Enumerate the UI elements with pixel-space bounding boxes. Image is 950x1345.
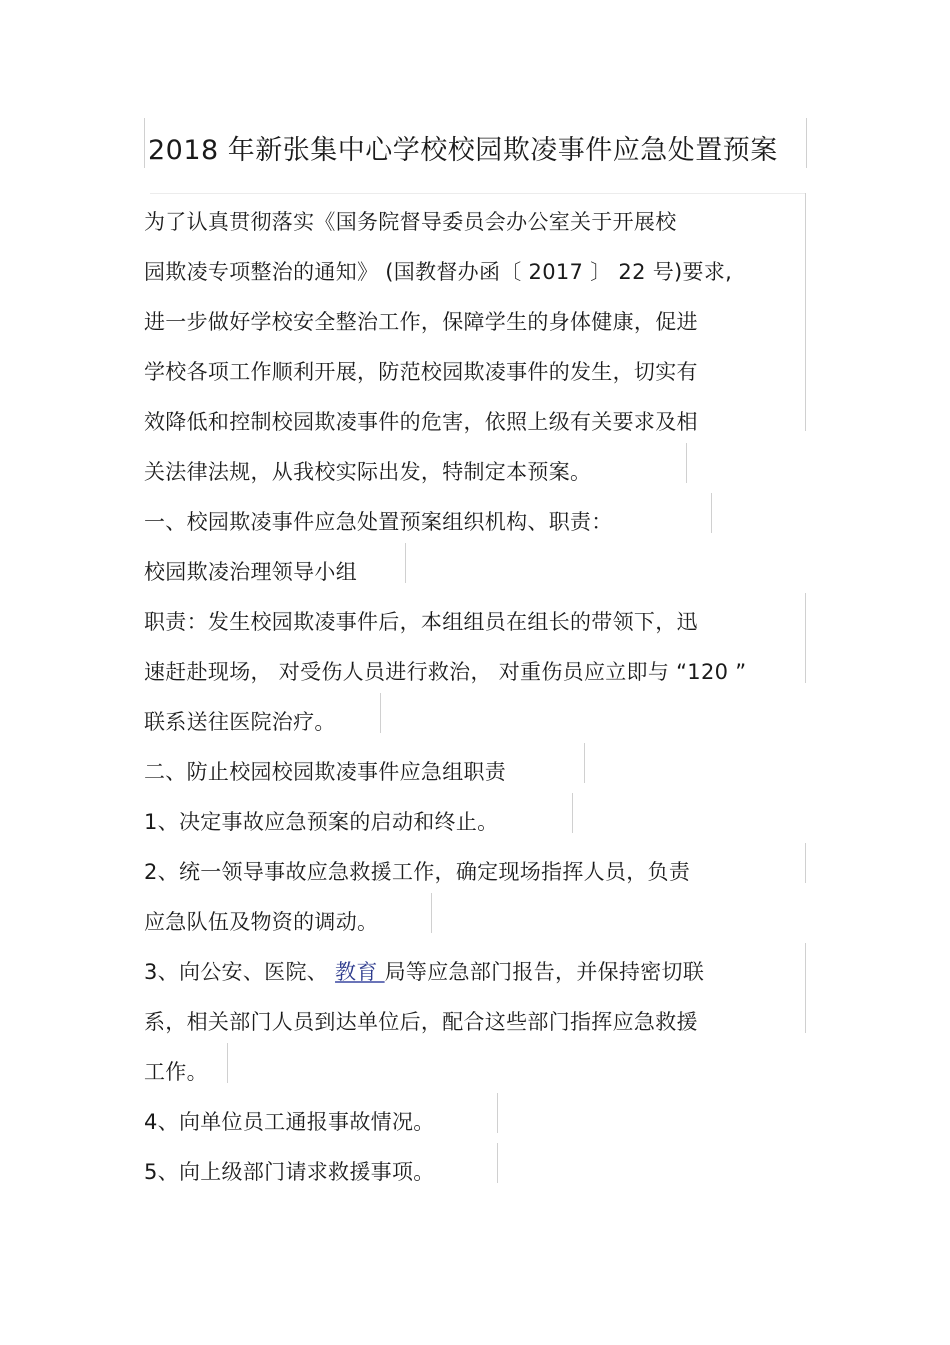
margin-rule (380, 693, 381, 733)
list-item: 2、统一领导事故应急救援工作，确定现场指挥人员，负责 (144, 860, 691, 884)
list-item-text: 3、向公安、医院、 (144, 960, 336, 984)
section-heading-2: 二、防止校园校园欺凌事件应急组职责 (144, 760, 507, 784)
margin-rule (806, 118, 807, 168)
margin-rule (805, 843, 806, 883)
section-heading-1: 一、校园欺凌事件应急处置预案组织机构、职责： (144, 510, 613, 534)
margin-rule (431, 893, 432, 933)
paragraph-line: 为了认真贯彻落实《国务院督导委员会办公室关于开展校 (144, 210, 677, 234)
margin-rule (805, 193, 806, 431)
list-item (144, 956, 704, 986)
paragraph-line: 园欺凌专项整治的通知》 (国教督办函〔 2017 〕 22 号)要求, (144, 260, 733, 284)
paragraph-line: 关法律法规，从我校实际出发，特制定本预案。 (144, 460, 592, 484)
margin-rule (805, 593, 806, 683)
paragraph-line: 职责：发生校园欺凌事件后，本组组员在组长的带领下，迅 (144, 610, 698, 634)
margin-rule (805, 943, 806, 1033)
margin-rule (686, 443, 687, 483)
margin-rule (497, 1143, 498, 1183)
margin-rule (572, 793, 573, 833)
margin-rule (497, 1093, 498, 1133)
list-item: 4、向单位员工通报事故情况。 (144, 1110, 435, 1134)
margin-rule (144, 118, 145, 168)
education-link[interactable]: 教育 (335, 960, 385, 984)
margin-rule (711, 493, 712, 533)
margin-rule (227, 1043, 228, 1083)
margin-rule (405, 543, 406, 583)
paragraph-line: 学校各项工作顺利开展，防范校园欺凌事件的发生，切实有 (144, 360, 698, 384)
paragraph-line: 联系送往医院治疗。 (144, 710, 336, 734)
list-item: 1、决定事故应急预案的启动和终止。 (144, 810, 499, 834)
margin-rule (584, 743, 585, 783)
paragraph-line: 进一步做好学校安全整治工作，保障学生的身体健康，促进 (144, 310, 698, 334)
paragraph-line: 速赶赴现场， 对受伤人员进行救治， 对重伤员应立即与 “120 ” (144, 660, 747, 684)
group-name: 校园欺凌治理领导小组 (144, 560, 357, 584)
list-item-text: 局等应急部门报告，并保持密切联 (384, 960, 705, 984)
list-item: 5、向上级部门请求救援事项。 (144, 1160, 435, 1184)
list-item-continued: 应急队伍及物资的调动。 (144, 910, 379, 934)
list-item-continued: 系，相关部门人员到达单位后，配合这些部门指挥应急救援 (144, 1010, 698, 1034)
paragraph-line: 效降低和控制校园欺凌事件的危害，依照上级有关要求及相 (144, 410, 698, 434)
list-item-continued: 工作。 (144, 1060, 208, 1084)
row-rule (150, 193, 805, 194)
document-title: 2018 年新张集中心学校校园欺凌事件应急处置预案 (148, 135, 778, 166)
